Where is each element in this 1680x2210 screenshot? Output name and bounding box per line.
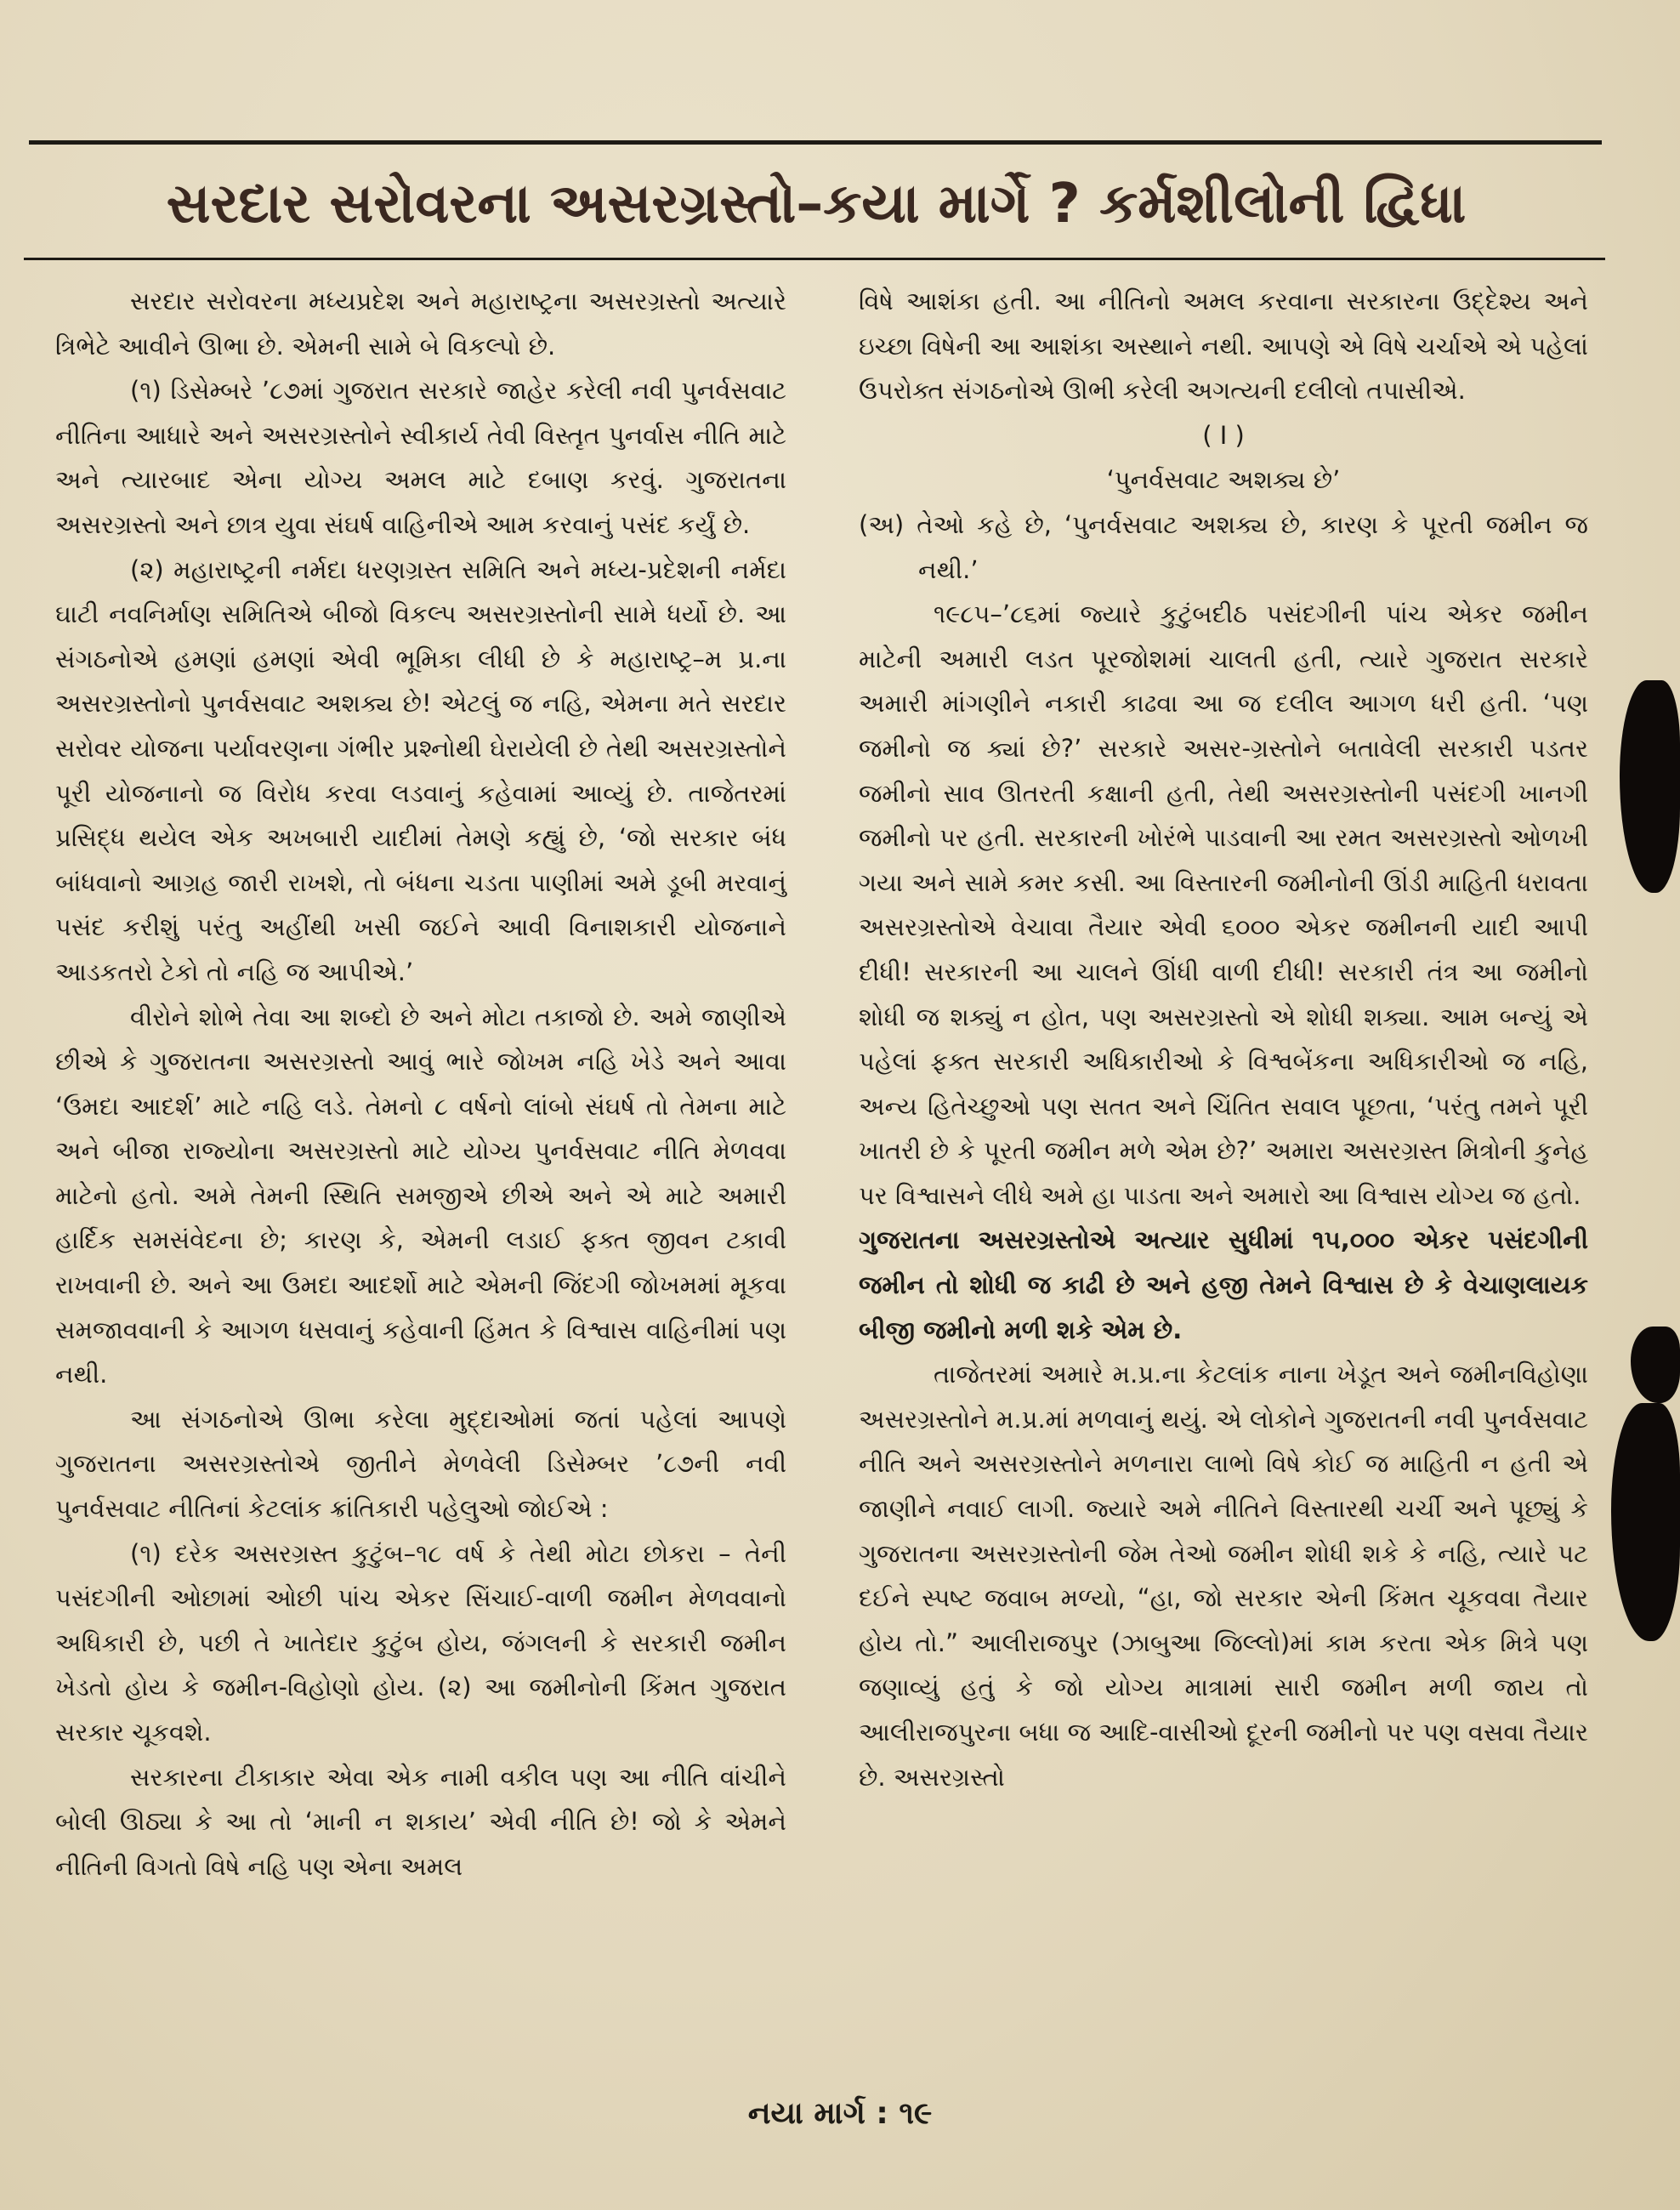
right-paragraph: ‘પુનર્વસવાટ અશક્ય છે’ [1106,465,1341,495]
page-damage [1611,1403,1680,1641]
right-paragraph: તાજેતરમાં અમારે મ.પ્ર.ના કેટલાંક નાના ખેડૂત અને જમીનવિહોણા અસરગ્રસ્તોને મ.પ્ર.માં મળવાનું થયું. એ લોકોને ગુજરાતની નવી પુનર્વસવાટ નીતિ અને અસરગ્રસ્તોને મળનારા લાભો વિષે કોઈ જ માહિતી ન હતી એ જાણીને નવાઈ લાગી. જ્યારે અમે નીતિને વિસ્તારથી ચર્ચી અને પૂછ્યું કે ગુજરાતના અસરગ્રસ્તોની જેમ તેઓ જમીન શોધી શકે કે નહિ, ત્યારે પટ દઈને સ્પષ્ટ જવાબ મળ્યો, “હા, જો સરકાર એની કિંમત ચૂકવવા તૈયાર હોય તો.” આલીરાજપુર (ઝાબુઆ જિલ્લો)માં કામ કરતા એક મિત્રે પણ જણાવ્યું હતું કે જો યોગ્ય માત્રામાં સારી જમીન મળી જાય તો આલીરાજપુરના બધા જ આદિ-વાસીઓ દૂરની જમીનો પર પણ વસવા તૈયાર છે. અસરગ્રસ્તો [859,1360,1588,1792]
left-paragraph: આ સંગઠનોએ ઊભા કરેલા મુદ્દાઓમાં જતાં પહેલાં આપણે ગુજરાતના અસરગ્રસ્તોએ જીતીને મેળવેલી ડિસેમ્બર ’૮૭ની નવી પુનર્વસવાટ નીતિનાં કેટલાંક ક્રાંતિકારી પહેલુઓ જોઈએ : [55,1404,786,1524]
left-paragraph: (૨) મહારાષ્ટ્રની નર્મદા ધરણગ્રસ્ત સમિતિ અને મધ્ય-પ્રદેશની નર્મદા ઘાટી નવનિર્માણ સમિતિએ બીજો વિકલ્પ અસરગ્રસ્તોની સામે ધર્યો છે. આ સંગઠનોએ હમણાં હમણાં એવી ભૂમિકા લીધી છે કે મહારાષ્ટ્ર–મ પ્ર.ના અસરગ્રસ્તોનો પુનર્વસવાટ અશક્ય છે! એટલું જ નહિ, એમના મતે સરદાર સરોવર યોજના પર્યાવરણના ગંભીર પ્રશ્નોથી ઘેરાયેલી છે તેથી અસરગ્રસ્તોને પૂરી યોજનાનો જ વિરોધ કરવા લડવાનું કહેવામાં આવ્યું છે. તાજેતરમાં પ્રસિદ્ધ થયેલ એક અખબારી યાદીમાં તેમણે કહ્યું છે, ‘જો સરકાર બંધ બાંધવાનો આગ્રહ જારી રાખશે, તો બંધના ચડતા પાણીમાં અમે ડૂબી મરવાનું પસંદ કરીશું પરંતુ અહીંથી ખસી જઈને આવી વિનાશકારી યોજનાને આડકતરો ટેકો તો નહિ જ આપીએ.’ [55,554,786,986]
right-paragraph: વિષે આશંકા હતી. આ નીતિનો અમલ કરવાના સરકારના ઉદ્દેશ્ય અને ઇચ્છા વિષેની આ આશંકા અસ્થાને નથી. આપણે એ વિષે ચર્ચાએ એ પહેલાં ઉપરોક્ત સંગઠનોએ ઊભી કરેલી અગત્યની દલીલો તપાસીએ. [859,287,1588,406]
page-damage [1631,1327,1680,1403]
page-footer: નયા માર્ગ : ૧૯ [747,2096,933,2131]
right-column [859,279,1588,1799]
left-paragraph: વીરોને શોભે તેવા આ શબ્દો છે અને મોટા તકાજો છે. અમે જાણીએ છીએ કે ગુજરાતના અસરગ્રસ્તો આવું ભારે જોખમ નહિ ખેડે અને આવા ‘ઉમદા આદર્શ’ માટે નહિ લડે. તેમનો ૮ વર્ષનો લાંબો સંઘર્ષ તો તેમના માટે અને બીજા રાજ્યોના અસરગ્રસ્તો માટે યોગ્ય પુનર્વસવાટ નીતિ મેળવવા માટેનો હતો. અમે તેમની સ્થિતિ સમજીએ છીએ અને એ માટે અમારી હાર્દિક સમસંવેદના છે; કારણ કે, એમની લડાઈ ફક્ત જીવન ટકાવી રાખવાની છે. અને આ ઉમદા આદર્શો માટે એમની જિંદગી જોખમમાં મૂકવા સમજાવવાની કે આગળ ધસવાનું કહેવાની હિંમત કે વિશ્વાસ વાહિનીમાં પણ નથી. [55,1002,786,1389]
left-paragraph: સરદાર સરોવરના મધ્યપ્રદેશ અને મહારાષ્ટ્રના અસરગ્રસ્તો અત્યારે ત્રિભેટે આવીને ઊભા છે. એમની સામે બે વિકલ્પો છે. [55,287,786,361]
right-paragraph: ૧૯૮૫–’૮૬માં જ્યારે કુટુંબદીઠ પસંદગીની પાંચ એકર જમીન માટેની અમારી લડત પૂરજોશમાં ચાલતી હતી, ત્યારે ગુજરાત સરકારે અમારી માંગણીને નકારી કાઢવા આ જ દલીલ આગળ ધરી હતી. ‘પણ જમીનો જ ક્યાં છે?’ સરકારે અસર-ગ્રસ્તોને બતાવેલી સરકારી પડતર જમીનો સાવ ઊતરતી કક્ષાની હતી, તેથી અસરગ્રસ્તોની પસંદગી ખાનગી જમીનો પર હતી. સરકારની ખોરંભે પાડવાની આ રમત અસરગ્રસ્તો ઓળખી ગયા અને સામે કમર કસી. આ વિસ્તારની જમીનોની ઊંડી માહિતી ધરાવતા અસરગ્રસ્તોએ વેચાવા તૈયાર એવી ૬૦૦૦ એકર જમીનની યાદી આપી દીધી! સરકારની આ ચાલને ઊંધી વાળી દીધી! સરકારી તંત્ર આ જમીનો શોધી જ શક્યું ન હોત, પણ અસરગ્રસ્તો એ શોધી શક્યા. આમ બન્યું એ પહેલાં ફક્ત સરકારી અધિકારીઓ કે વિશ્વબેંકના અધિકારીઓ જ નહિ, અન્ય હિતેચ્છુઓ પણ સતત અને ચિંતિત સવાલ પૂછતા, ‘પરંતુ તમને પૂરી ખાતરી છે કે પૂરતી જમીન મળે એમ છે?’ અમારા અસરગ્રસ્ત મિત્રોની કુનેહ પર વિશ્વાસને લીધે અમે હા પાડતા અને અમારો આ વિશ્વાસ યોગ્ય જ હતો. [859,599,1588,1210]
right-paragraph: ( I ) [1202,420,1245,450]
left-paragraph: (૧) દરેક અસરગ્રસ્ત કુટુંબ–૧૮ વર્ષ કે તેથી મોટા છોકરા – તેની પસંદગીની ઓછામાં ઓછી પાંચ એકર સિંચાઈ-વાળી જમીન મેળવવાનો અધિકારી છે, પછી તે ખાતેદાર કુટુંબ હોય, જંગલની કે સરકારી જમીન ખેડતો હોય કે જમીન-વિહોણો હોય. (૨) આ જમીનોની કિંમત ગુજરાત સરકાર ચૂકવશે. [55,1538,786,1747]
right-paragraph: ગુજરાતના અસરગ્રસ્તોએ અત્યાર સુધીમાં ૧૫,૦૦૦ એકર પસંદગીની જમીન તો શોધી જ કાઢી છે અને હજી તેમને વિશ્વાસ છે કે વેચાણલાયક બીજી જમીનો મળી શકે એમ છે. [859,1225,1588,1344]
top-rule [29,140,1602,145]
title-rule [24,258,1605,260]
page-damage [1620,680,1680,893]
left-column [55,279,786,1889]
left-paragraph: સરકારના ટીકાકાર એવા એક નામી વકીલ પણ આ નીતિ વાંચીને બોલી ઊઠ્યા કે આ તો ‘માની ન શકાય’ એવી નીતિ છે! જો કે એમને નીતિની વિગતો વિષે નહિ પણ એના અમલ [55,1762,786,1881]
right-paragraph: (અ) તેઓ કહે છે, ‘પુનર્વસવાટ અશક્ય છે, કારણ કે પૂરતી જમીન જ નથી.’ [859,509,1588,584]
left-paragraph: (૧) ડિસેમ્બરે ’૮૭માં ગુજરાત સરકારે જાહેર કરેલી નવી પુનર્વસવાટ નીતિના આધારે અને અસરગ્રસ્તોને સ્વીકાર્ય તેવી વિસ્તૃત પુનર્વાસ નીતિ માટે અને ત્યારબાદ એના યોગ્ય અમલ માટે દબાણ કરવું. ગુજરાતના અસરગ્રસ્તો અને છાત્ર યુવા સંઘર્ષ વાહિનીએ આમ કરવાનું પસંદ કર્યું છે. [55,376,786,539]
article-title: સરદાર સરોવરના અસરગ્રસ્તો–કયા માર્ગે ? કર્મશીલોની દ્વિધા [166,173,1467,236]
